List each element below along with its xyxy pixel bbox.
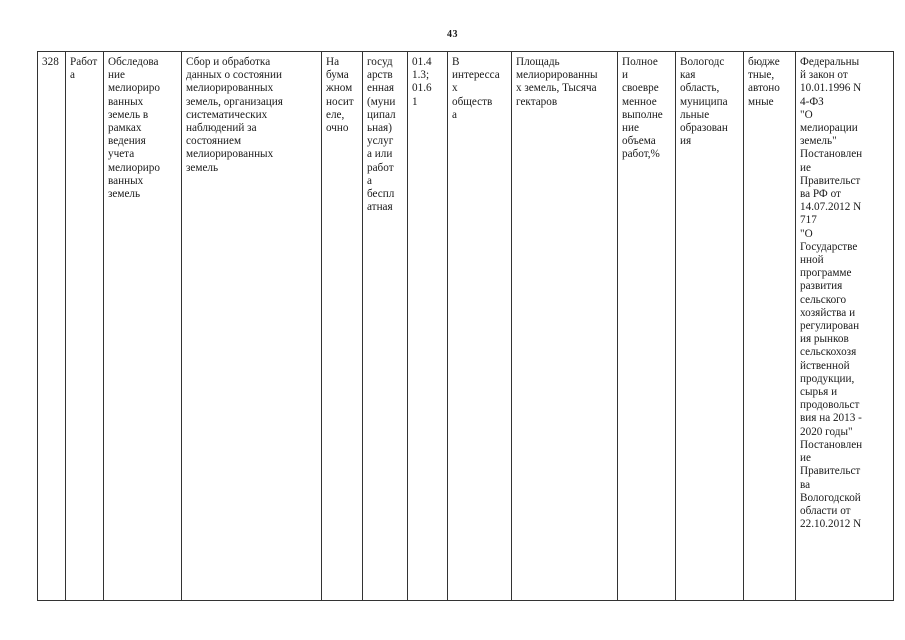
- services-register-table: [37, 51, 894, 601]
- okved-codes: 01.4 1.3; 01.6 1: [412, 56, 432, 108]
- delivery-form: На бума жном носит еле, очно: [326, 56, 354, 135]
- work-content: Сбор и обработка данных о состоянии мелиорированных земель, организация систематических наблюдений за состоянием мелиорированных земель: [186, 56, 283, 174]
- content-cell: [182, 52, 322, 601]
- beneficiary-interest: В интересса х обществ а: [452, 56, 500, 121]
- institution-type: бюдже тные, автоно мные: [748, 56, 780, 108]
- form-cell: [322, 52, 363, 601]
- type-cell: [363, 52, 408, 601]
- row-index: 328: [42, 56, 59, 68]
- quality-indicator: Полное и своевре менное выполне ние объема работ,%: [622, 56, 663, 161]
- volume-indicator: Площадь мелиорированны х земель, Тысяча гектаров: [516, 56, 598, 108]
- name-cell: [104, 52, 182, 601]
- page-number: 43: [447, 29, 458, 40]
- work-kind: Работа: [70, 56, 98, 82]
- legal-basis-cell: [796, 52, 894, 601]
- consumer-category: Вологодс кая область, муниципа льные образован ия: [680, 56, 728, 148]
- service-type: госуд арств енная (муни ципал ьная) услуг а или работ а беспл атная: [367, 56, 396, 214]
- indicator-quality-cell: [618, 52, 676, 601]
- kind-cell: [66, 52, 104, 601]
- codes-cell: [408, 52, 448, 601]
- interest-cell: [448, 52, 512, 601]
- row-index-cell: [38, 52, 66, 601]
- institution-type-cell: [744, 52, 796, 601]
- indicator-volume-cell: [512, 52, 618, 601]
- consumers-cell: [676, 52, 744, 601]
- work-name: Обследова ние мелиориро ванных земель в рамках ведения учета мелиориро ванных земель: [108, 56, 160, 201]
- legal-basis: Федеральны й закон от 10.01.1996 N 4-ФЗ "О мелиорации земель" Постановлен ие Правительст ва РФ от 14.07.2012 N 717 "О Государстве нной программе развития сельского хозяйства и регулирован ия рынков сельскохозя йственной продукции, сырья и продовольст вия на 2013 - 2020 годы" Постановлен ие Правительст ва Вологодской области от 22.10.2012 N: [800, 56, 863, 531]
- table-row: [38, 52, 894, 601]
